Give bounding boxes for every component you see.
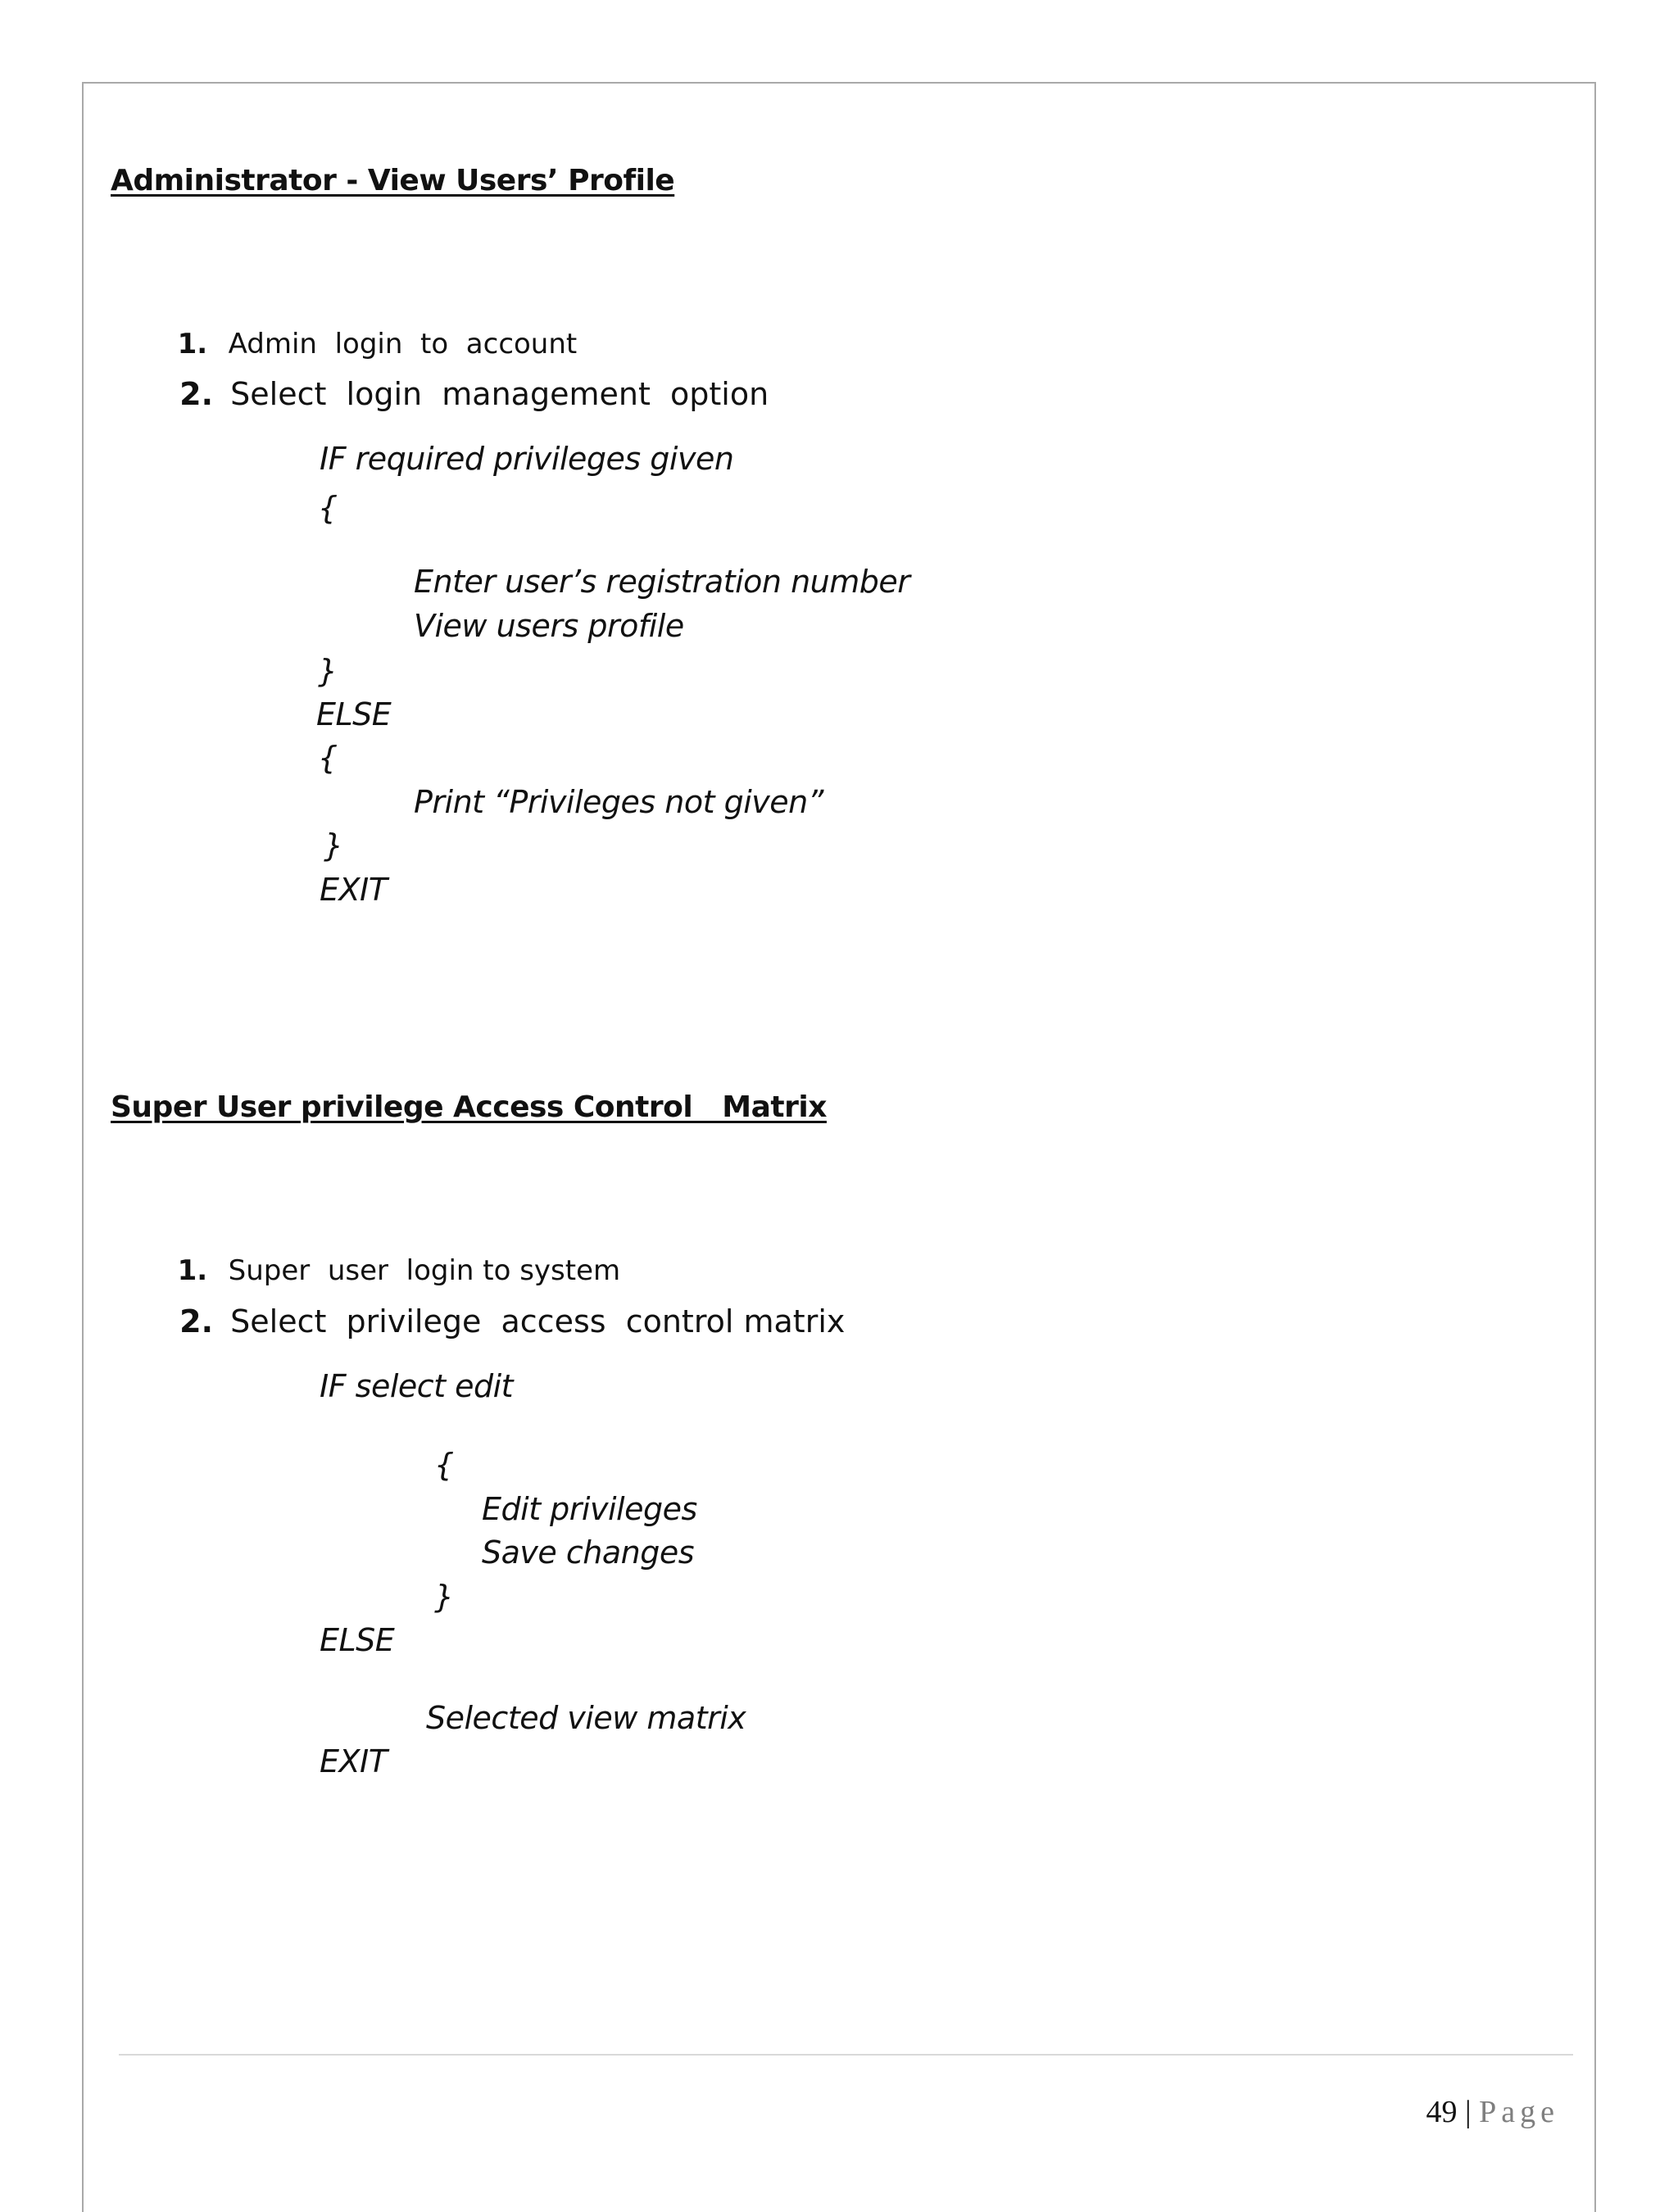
code-line: EXIT xyxy=(320,872,388,908)
list-item-text: Select login management option xyxy=(230,376,769,412)
list-item-number: 1. xyxy=(177,1254,208,1287)
code-line: ELSE xyxy=(316,696,392,732)
code-line: ELSE xyxy=(320,1622,395,1658)
list-item xyxy=(160,1267,845,1339)
code-line: Enter user’s registration number xyxy=(414,564,910,600)
code-line: Selected view matrix xyxy=(426,1700,746,1736)
code-line: Save changes xyxy=(482,1534,694,1571)
code-line: Edit privileges xyxy=(482,1491,697,1527)
code-line: } xyxy=(318,653,338,689)
page-footer xyxy=(1411,2058,1559,2130)
list-item-number: 1. xyxy=(177,328,208,360)
section-heading-access-control-matrix: Super User privilege Access Control Matrix xyxy=(111,1090,827,1124)
code-line: View users profile xyxy=(414,608,684,644)
code-line: } xyxy=(434,1579,454,1615)
code-line: Print “Privileges not given” xyxy=(414,784,823,820)
list-item xyxy=(160,340,769,412)
list-item-text: Select privilege access control matrix xyxy=(230,1303,846,1339)
list-item-number: 2. xyxy=(179,376,214,412)
code-line: { xyxy=(318,740,338,776)
code-line: EXIT xyxy=(320,1743,388,1779)
section-heading-admin-view-profile: Administrator - View Users’ Profile xyxy=(111,164,675,197)
list-item-text: Super user login to system xyxy=(228,1254,621,1287)
code-line: IF select edit xyxy=(320,1368,514,1404)
page-label: Page xyxy=(1479,2095,1559,2129)
list-item-number: 2. xyxy=(179,1303,214,1339)
footer-separator: | xyxy=(1457,2095,1480,2129)
page-number: 49 xyxy=(1426,2095,1458,2129)
code-line: { xyxy=(318,490,338,526)
code-line: } xyxy=(324,827,343,863)
footer-divider xyxy=(119,2054,1573,2056)
code-line: IF required privileges given xyxy=(320,441,734,477)
list-item-text: Admin login to account xyxy=(228,328,578,360)
code-line: { xyxy=(434,1447,454,1483)
